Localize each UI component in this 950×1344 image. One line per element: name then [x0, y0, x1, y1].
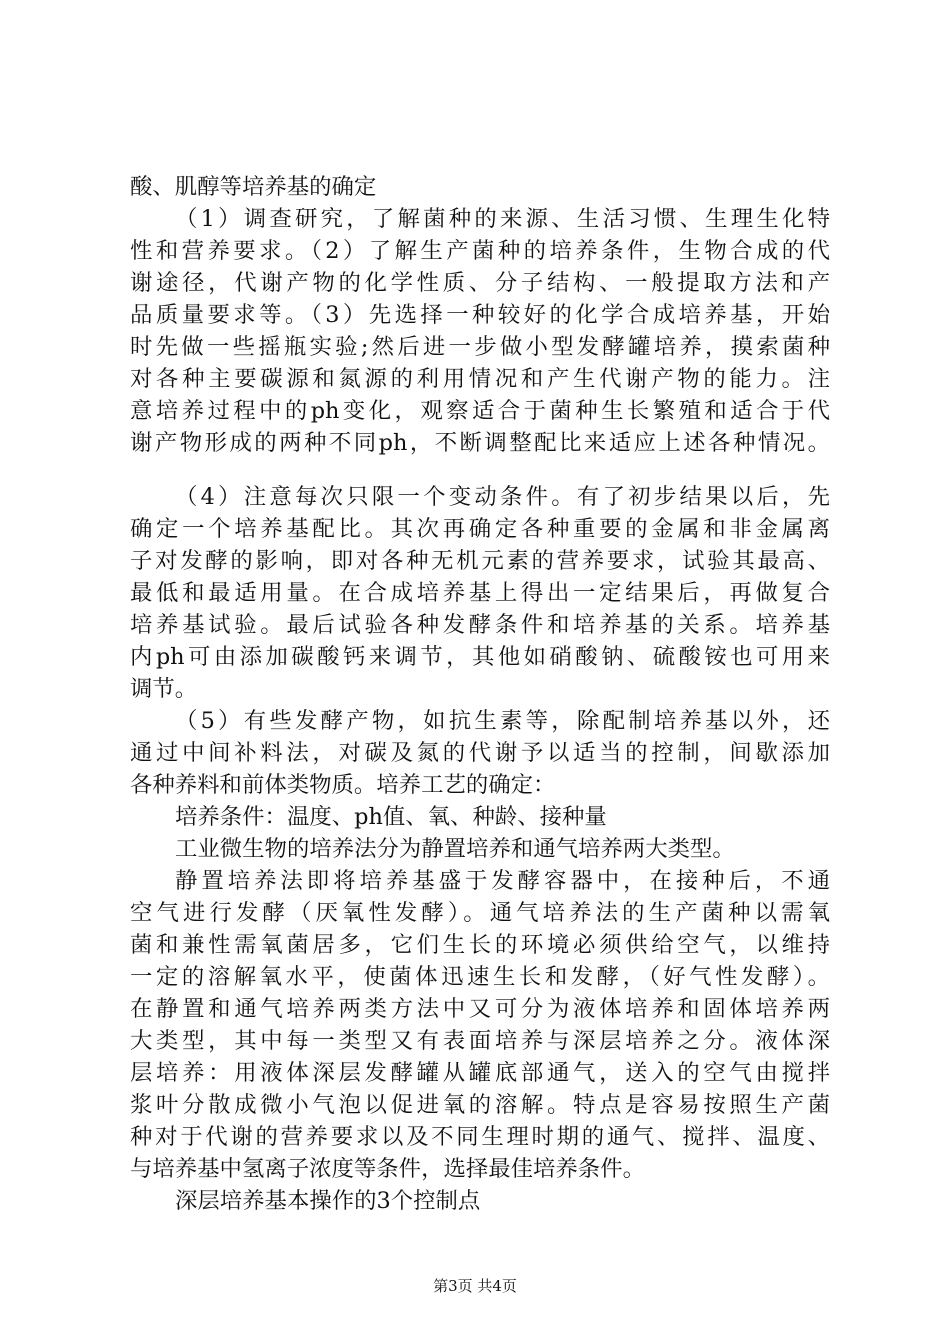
text-line: （4）注意每次只限一个变动条件。有了初步结果以后，先 — [175, 484, 830, 510]
page-number-footer: 第3页 共4页 — [433, 1277, 517, 1295]
text-line: 通过中间补料法，对碳及氮的代谢予以适当的控制，间歇添加 — [130, 740, 830, 766]
text-line: 确定一个培养基配比。其次再确定各种重要的金属和非金属离 — [130, 516, 830, 542]
text-line: 最低和最适用量。在合成培养基上得出一定结果后，再做复合 — [130, 580, 830, 606]
text-line: 内ph可由添加碳酸钙来调节，其他如硝酸钠、硫酸铵也可用来 — [130, 644, 830, 670]
text-line: 菌和兼性需氧菌居多，它们生长的环境必须供给空气，以维持 — [130, 932, 830, 958]
text-line: （5）有些发酵产物，如抗生素等，除配制培养基以外，还 — [175, 708, 830, 734]
text-line: 培养基试验。最后试验各种发酵条件和培养基的关系。培养基 — [130, 612, 830, 638]
text-line: 大类型，其中每一类型又有表面培养与深层培养之分。液体深 — [130, 1028, 830, 1054]
text-line: 对各种主要碳源和氮源的利用情况和产生代谢产物的能力。注 — [130, 366, 830, 392]
text-line: 工业微生物的培养法分为静置培养和通气培养两大类型。 — [175, 836, 735, 862]
text-line: 种对于代谢的营养要求以及不同生理时期的通气、搅拌、温度、 — [130, 1124, 830, 1150]
text-line: 调节。 — [130, 676, 198, 702]
text-line: 一定的溶解氧水平，使菌体迅速生长和发酵，（好气性发酵）。 — [130, 964, 830, 990]
text-line: 谢途径，代谢产物的化学性质、分子结构、一般提取方法和产 — [130, 270, 830, 296]
text-line: 在静置和通气培养两类方法中又可分为液体培养和固体培养两 — [130, 996, 830, 1022]
text-line: 深层培养基本操作的3个控制点 — [175, 1188, 481, 1214]
text-line: 酸、肌醇等培养基的确定 — [130, 174, 377, 200]
text-line: 静置培养法即将培养基盛于发酵容器中，在接种后，不通 — [175, 868, 830, 894]
text-line: 浆叶分散成微小气泡以促进氧的溶解。特点是容易按照生产菌 — [130, 1092, 830, 1118]
text-line: 意培养过程中的ph变化，观察适合于菌种生长繁殖和适合于代 — [130, 398, 830, 424]
text-line: 性和营养要求。（2）了解生产菌种的培养条件，生物合成的代 — [130, 238, 830, 264]
text-line: 时先做一些摇瓶实验;然后进一步做小型发酵罐培养，摸索菌种 — [130, 334, 830, 360]
text-line: （1）调查研究，了解菌种的来源、生活习惯、生理生化特 — [175, 206, 830, 232]
text-line: 层培养：用液体深层发酵罐从罐底部通气，送入的空气由搅拌 — [130, 1060, 830, 1086]
text-line: 培养条件：温度、ph值、氧、种龄、接种量 — [175, 804, 607, 830]
text-line: 与培养基中氢离子浓度等条件，选择最佳培养条件。 — [130, 1156, 645, 1182]
text-line: 子对发酵的影响，即对各种无机元素的营养要求，试验其最高、 — [130, 548, 830, 574]
text-line: 各种养料和前体类物质。培养工艺的确定： — [130, 772, 556, 798]
text-line: 谢产物形成的两种不同ph，不断调整配比来适应上述各种情况。 — [130, 430, 830, 456]
text-line: 空气进行发酵（厌氧性发酵）。通气培养法的生产菌种以需氧 — [130, 900, 830, 926]
text-line: 品质量要求等。（3）先选择一种较好的化学合成培养基，开始 — [130, 302, 830, 328]
